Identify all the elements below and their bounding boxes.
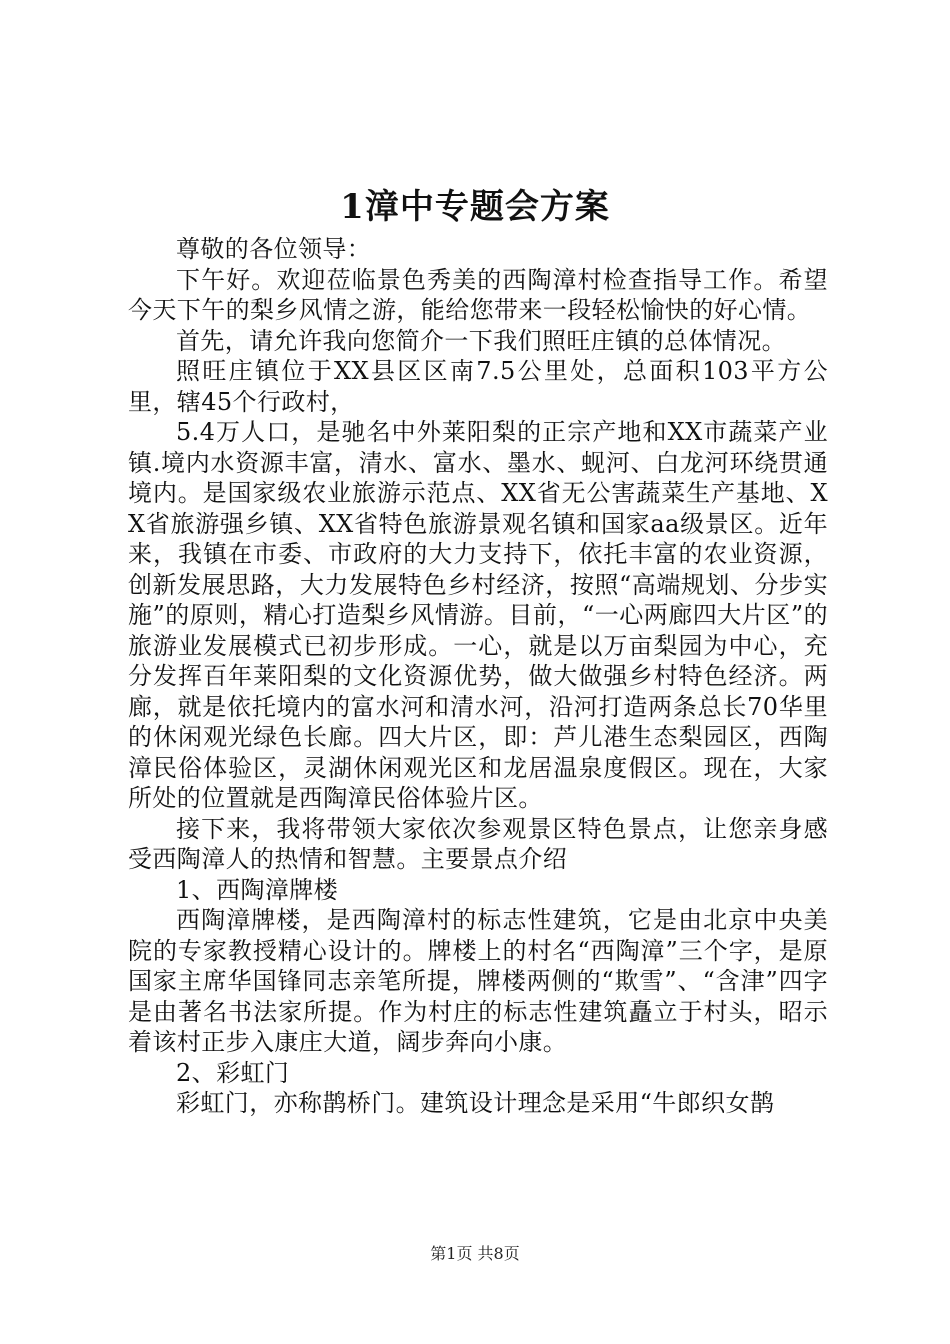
paragraph-greeting: 尊敬的各位领导： bbox=[176, 235, 372, 263]
paragraph-intro: 首先，请允许我向您简介一下我们照旺庄镇的总体情况。 bbox=[176, 326, 786, 355]
paragraph-archway: 西陶漳牌楼，是西陶漳村的标志性建筑，它是由北京中央美院的专家教授精心设计的。牌楼上的村名“西陶漳”三个字，是原国家主席华国锋同志亲笔所提，牌楼两侧的“欺雪”、“含津”四字是由著名书法家所提。作为村庄的标志性建筑矗立于村头，昭示着该村正步入康庄大道，阔步奔向小康。 bbox=[128, 906, 828, 1056]
page-footer: 第1页 共8页 bbox=[430, 1244, 520, 1263]
paragraph-rainbow-gate: 彩虹门，亦称鹊桥门。建筑设计理念是采用“牛郎织女鹊 bbox=[176, 1089, 775, 1117]
paragraph-location: 照旺庄镇位于XX县区区南7.5公里处，总面积103平方公里，辖45个行政村， bbox=[128, 357, 828, 416]
section-heading-rainbow-gate: 2、彩虹门 bbox=[176, 1058, 290, 1087]
section-heading-archway: 1、西陶漳牌楼 bbox=[176, 875, 339, 904]
document-body bbox=[128, 234, 828, 1119]
paragraph-welcome: 下午好。欢迎莅临景色秀美的西陶漳村检查指导工作。希望今天下午的梨乡风情之游，能给您带来一段轻松愉快的好心情。 bbox=[128, 265, 828, 324]
paragraph-overview: 5.4万人口，是驰名中外莱阳梨的正宗产地和XX市蔬菜产业镇.境内水资源丰富，清水、富水、墨水、蚬河、白龙河环绕贯通境内。是国家级农业旅游示范点、XX省无公害蔬菜生产基地、XX省旅游强乡镇、XX省特色旅游景观名镇和国家aa级景区。近年来，我镇在市委、市政府的大力支持下，依托丰富的农业资源，创新发展思路，大力发展特色乡村经济，按照“高端规划、分步实施”的原则，精心打造梨乡风情游。目前，“一心两廊四大片区”的旅游业发展模式已初步形成。一心，就是以万亩梨园为中心，充分发挥百年莱阳梨的文化资源优势，做大做强乡村特色经济。两廊，就是依托境内的富水河和清水河，沿河打造两条总长70华里的休闲观光绿色长廊。四大片区，即：芦儿港生态梨园区，西陶漳民俗体验区，灵湖休闲观光区和龙居温泉度假区。现在，大家所处的位置就是西陶漳民俗体验片区。 bbox=[128, 418, 828, 812]
paragraph-tour-intro: 接下来，我将带领大家依次参观景区特色景点，让您亲身感受西陶漳人的热情和智慧。主要景点介绍 bbox=[128, 814, 828, 873]
document-title: 1漳中专题会方案 bbox=[340, 187, 610, 227]
